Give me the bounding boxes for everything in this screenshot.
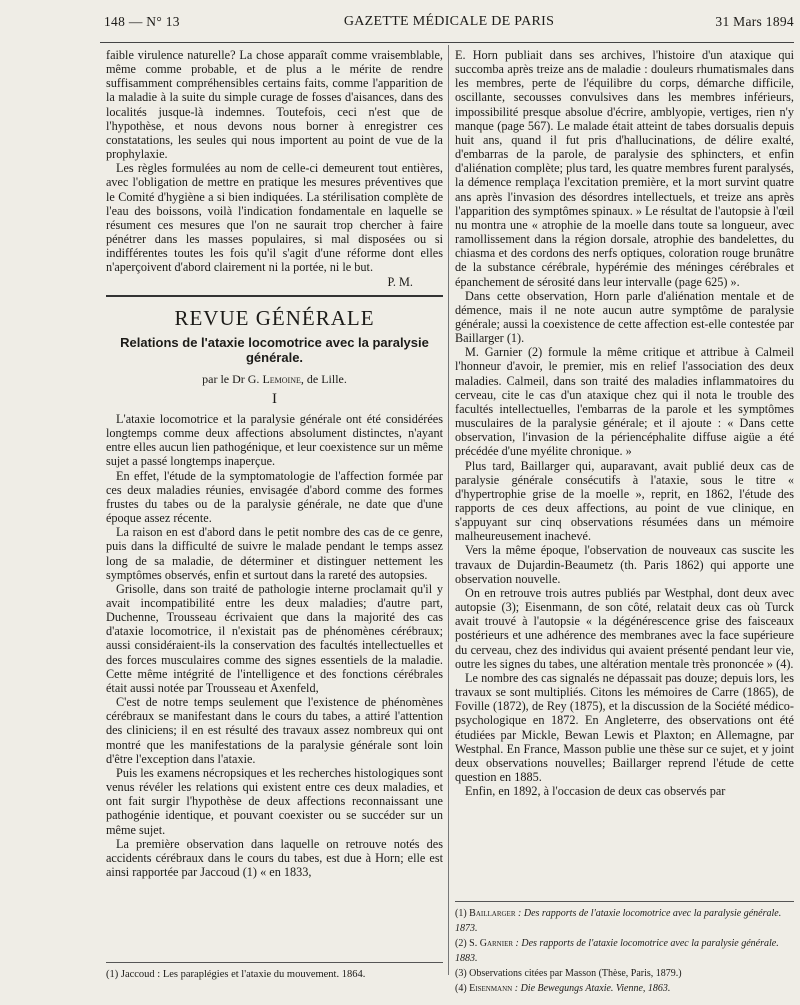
right-column: [455, 48, 794, 998]
signature: P. M.: [387, 274, 413, 289]
body-paragraph: E. Horn publiait dans ses archives, l'histoire d'un ataxique qui succomba après treize ans de maladie : douleurs rhumatismales dans les membres, perte de l'équilibre du corps, démarche difficile, oscillante, secousses convulsives dans les membres inférieurs, impossibilité presque absolue d'écrire, amblyopie, vertiges, rien n'y manque (page 567). Le malade était atteint de tabes dorsualis depuis huit ans, quand il fut pris d'hallucinations, de délire exalté, d'embarras de la parole, de paralysie des sphincters, et enfin d'aliénation complète; plus tard, les quatre membres furent paralysés, la démence remplaça l'excitation première, et la mort survint quatre ans après l'invasion des désordres intellectuels, et treize ans après l'apparition des symptômes spinaux. » Le résultat de l'autopsie à l'œil nu montra une « atrophie de la moelle dans toute sa longueur, avec ramollissement dans la région dorsale, atrophie des bandelettes, du chiasma et des cordons des nerfs optiques, coloration rouge brunâtre de la substance cérébrale, hypérémie des méninges cérébrales et épanchement de sérosité dans leur intervalle (page 625) ».: [455, 48, 795, 289]
footnotes-right: [455, 906, 794, 996]
page-number: 148 — N° 13: [104, 14, 180, 29]
footnote-number: (1): [455, 908, 470, 919]
byline-prefix: par le Dr G.: [202, 371, 263, 386]
footnote-number: (4): [455, 983, 470, 994]
body-paragraph: L'ataxie locomotrice et la paralysie générale ont été considérées longtemps comme deux affections absolument distinctes, n'ayant entre elles aucun lien pathogénique, et leur coexistence sur un même sujet a passé longtemps inaperçue.: [106, 411, 443, 469]
body-paragraph: Grisolle, dans son traité de pathologie interne proclamait qu'il y avait incompatibilité entre les deux maladies; d'autre part, Duchenne, Trousseau écrivaient que dans la majorité des cas d'ataxie locomotrice, il n'existait pas de phénomènes cérébraux; aussi considéraient-ils la conservation des facultés intellectuelles et des forces musculaires comme des signes essentiels de la maladie. Cette même intégrité de l'intelligence et des fonctions cérébrales était aussi notée par Trousseau et Axenfeld,: [106, 581, 443, 695]
body-paragraph: Vers la même époque, l'observation de nouveaux cas suscite les travaux de Dujardin-Beaumetz (th. Paris 1862) qui apporte une observation nouvelle.: [455, 543, 794, 586]
footnote-title: : Des rapports de l'ataxie locomotrice avec la paralysie générale. 1873.: [455, 908, 782, 934]
footnote-author: Eisenmann: [469, 983, 513, 994]
footnote: [455, 981, 794, 996]
footnote: [455, 966, 794, 981]
footnote-title: : Die Bewegungs Ataxie. Vienne, 1863.: [512, 983, 671, 994]
body-paragraph: Plus tard, Baillarger qui, auparavant, avait publié deux cas de paralysie générale consécutifs à l'ataxie, sous le titre « d'hypertrophie grise de la moelle », reprit, en 1862, l'étude des rapports de ces deux affections, au point de vue clinique, en s'appuyant sur cinq observations résumées dans un mémoire malheureusement inachevé.: [455, 458, 794, 544]
footnote-author: Baillarger: [469, 908, 516, 919]
byline-suffix: , de Lille.: [300, 371, 347, 386]
section-number: I: [272, 390, 277, 407]
footnote-number: (2): [455, 938, 470, 949]
page-header: [104, 10, 794, 32]
body-paragraph: M. Garnier (2) formule la même critique et attribue à Calmeil l'honneur d'avoir, le premier, mis en relief l'association des deux maladies. Calmeil, dans son traité des maladies inflammatoires du cerveau, cite le cas d'un ataxique chez qui il nota le trouble des facultés intellectuelles, l'embarras de la parole et les symptômes musculaires de la paralysie générale; et il ajoute : « Dans cette observation, l'invasion de la périencéphalite diffuse aigüe a été précédée d'une myélite chronique. »: [455, 345, 794, 459]
journal-title: GAZETTE MÉDICALE DE PARIS: [343, 14, 555, 29]
body-paragraph: Dans cette observation, Horn parle d'aliénation mentale et de démence, mais il ne note aucun autre symptôme de paralysie générale; aussi la coexistence de cette affection est-elle contestée par Baillarger (1).: [455, 288, 794, 346]
footnote-rule: [455, 901, 794, 902]
column-separator: [448, 45, 449, 975]
section-rule: [106, 295, 443, 297]
body-paragraph: Le nombre des cas signalés ne dépassait pas douze; depuis lors, les travaux se sont multipliés. Citons les mémoires de Carre (1865), de Foville (1872), de Rey (1875), et la discussion de la Société médico-psychologique en 1872. En Angleterre, des observations ont été étudiées par Mickle, Bewan Lewis et Plaxton; en Allemagne, par Westphal. En France, Masson publie une thèse sur ce sujet, et y joint deux observations nouvelles; Baillarger reprend l'étude de cette question en 1885.: [455, 670, 794, 784]
left-column: [106, 48, 443, 998]
issue-date: 31 Mars 1894: [715, 14, 794, 29]
body-paragraph: Puis les examens nécropsiques et les recherches histologiques sont venus révéler les relations qui existent entre ces deux maladies, et ont fait surgir l'hypothèse de deux affections reconnaissant une pathogénie identique, et pouvant coexister ou se succéder sur un même sujet.: [106, 765, 443, 837]
footnote: (1) Jaccoud : Les paraplégies et l'ataxie du mouvement. 1864.: [106, 969, 366, 980]
revue-title: REVUE GÉNÉRALE: [174, 305, 375, 330]
body-paragraph: On en retrouve trois autres publiés par Westphal, dont deux avec autopsie (3); Eisenmann, de son côté, relatait deux cas où Turck avait trouvé à l'autopsie « la dégénérescence grise des faisceaux postérieurs et une adhérence des membranes avec la face supérieure du cerveau, chez des individus qui avaient présenté pendant leur vie, outre les signes du tabes, une altération mentale très prononcée » (4).: [455, 585, 794, 671]
body-paragraph: La première observation dans laquelle on retrouve notés des accidents cérébraux dans le cours du tabes, est due à Horn; elle est ainsi rapportée par Jaccoud (1) « en 1833,: [106, 836, 443, 879]
author-name: Lemoine: [262, 371, 301, 386]
footnote-title: : Des rapports de l'ataxie locomotrice avec la paralysie générale. 1883.: [455, 938, 779, 964]
footnote-title: Observations citées par Masson (Thèse, Paris, 1879.): [469, 968, 682, 979]
byline: [106, 372, 443, 386]
footnote: [455, 936, 794, 966]
footnote: [455, 906, 794, 936]
body-paragraph: La raison en est d'abord dans le petit nombre des cas de ce genre, puis dans la difficulté de suivre le malade pendant le temps assez long de sa maladie, de déterminer et distinguer nettement les symptômes observés, enfin et surtout dans la rareté des autopsies.: [106, 525, 443, 582]
body-paragraph: C'est de notre temps seulement que l'existence de phénomènes cérébraux se manifestant dans le cours du tabes, a attiré l'attention des cliniciens; il en est résulté des travaux assez nombreux qui ont montré que les manifestations de la paralysie générale sont loin d'être l'exception dans l'ataxie.: [106, 695, 443, 766]
body-paragraph: En effet, l'étude de la symptomatologie de l'affection formée par ces deux maladies réunies, envisagée d'abord comme des formes frustes du tabes ou de la paralysie générale, ne date que d'une époque assez récente.: [106, 468, 443, 526]
footnote-number: (3): [455, 968, 470, 979]
footnotes-left: [106, 968, 443, 981]
body-paragraph: Enfin, en 1892, à l'occasion de deux cas observés par: [465, 784, 726, 799]
intro-paragraph-1: faible virulence naturelle? La chose apparaît comme vraisemblable, même comme probable, et de plus a le mérite de rendre suffisamment compréhensibles certains faits, comme l'apparition de la maladie à la suite du simple curage de fosses d'aisances, dans des localités jusque-là indemnes. Toutefois, ceci n'est que de l'hypothèse, et nous devons nous borner à enregistrer ces constatations, les seules qui nous importent au point de vue de la prophylaxie.: [106, 48, 443, 162]
footnote-rule: [106, 962, 443, 963]
intro-paragraph-2: Les règles formulées au nom de celle-ci demeurent tout entières, avec l'obligation de mettre en pratique les mesures préventives que le Comité d'hygiène a si bien indiquées. La stérilisation complète de l'eau des boissons, voilà l'indication fondamentale en laquelle se résument ces mesures que l'on ne saurait trop chercher à faire pénétrer dans les masses populaires, si mal disposées ou si indifférentes toutes les fois qu'il s'agit d'une réforme dont elles n'aperçoivent d'abord clairement ni la portée, ni le but.: [106, 161, 443, 275]
article-subtitle: Relations de l'ataxie locomotrice avec la paralysie générale.: [120, 334, 429, 365]
header-rule: [100, 42, 794, 43]
footnote-author: S. Garnier: [469, 938, 514, 949]
